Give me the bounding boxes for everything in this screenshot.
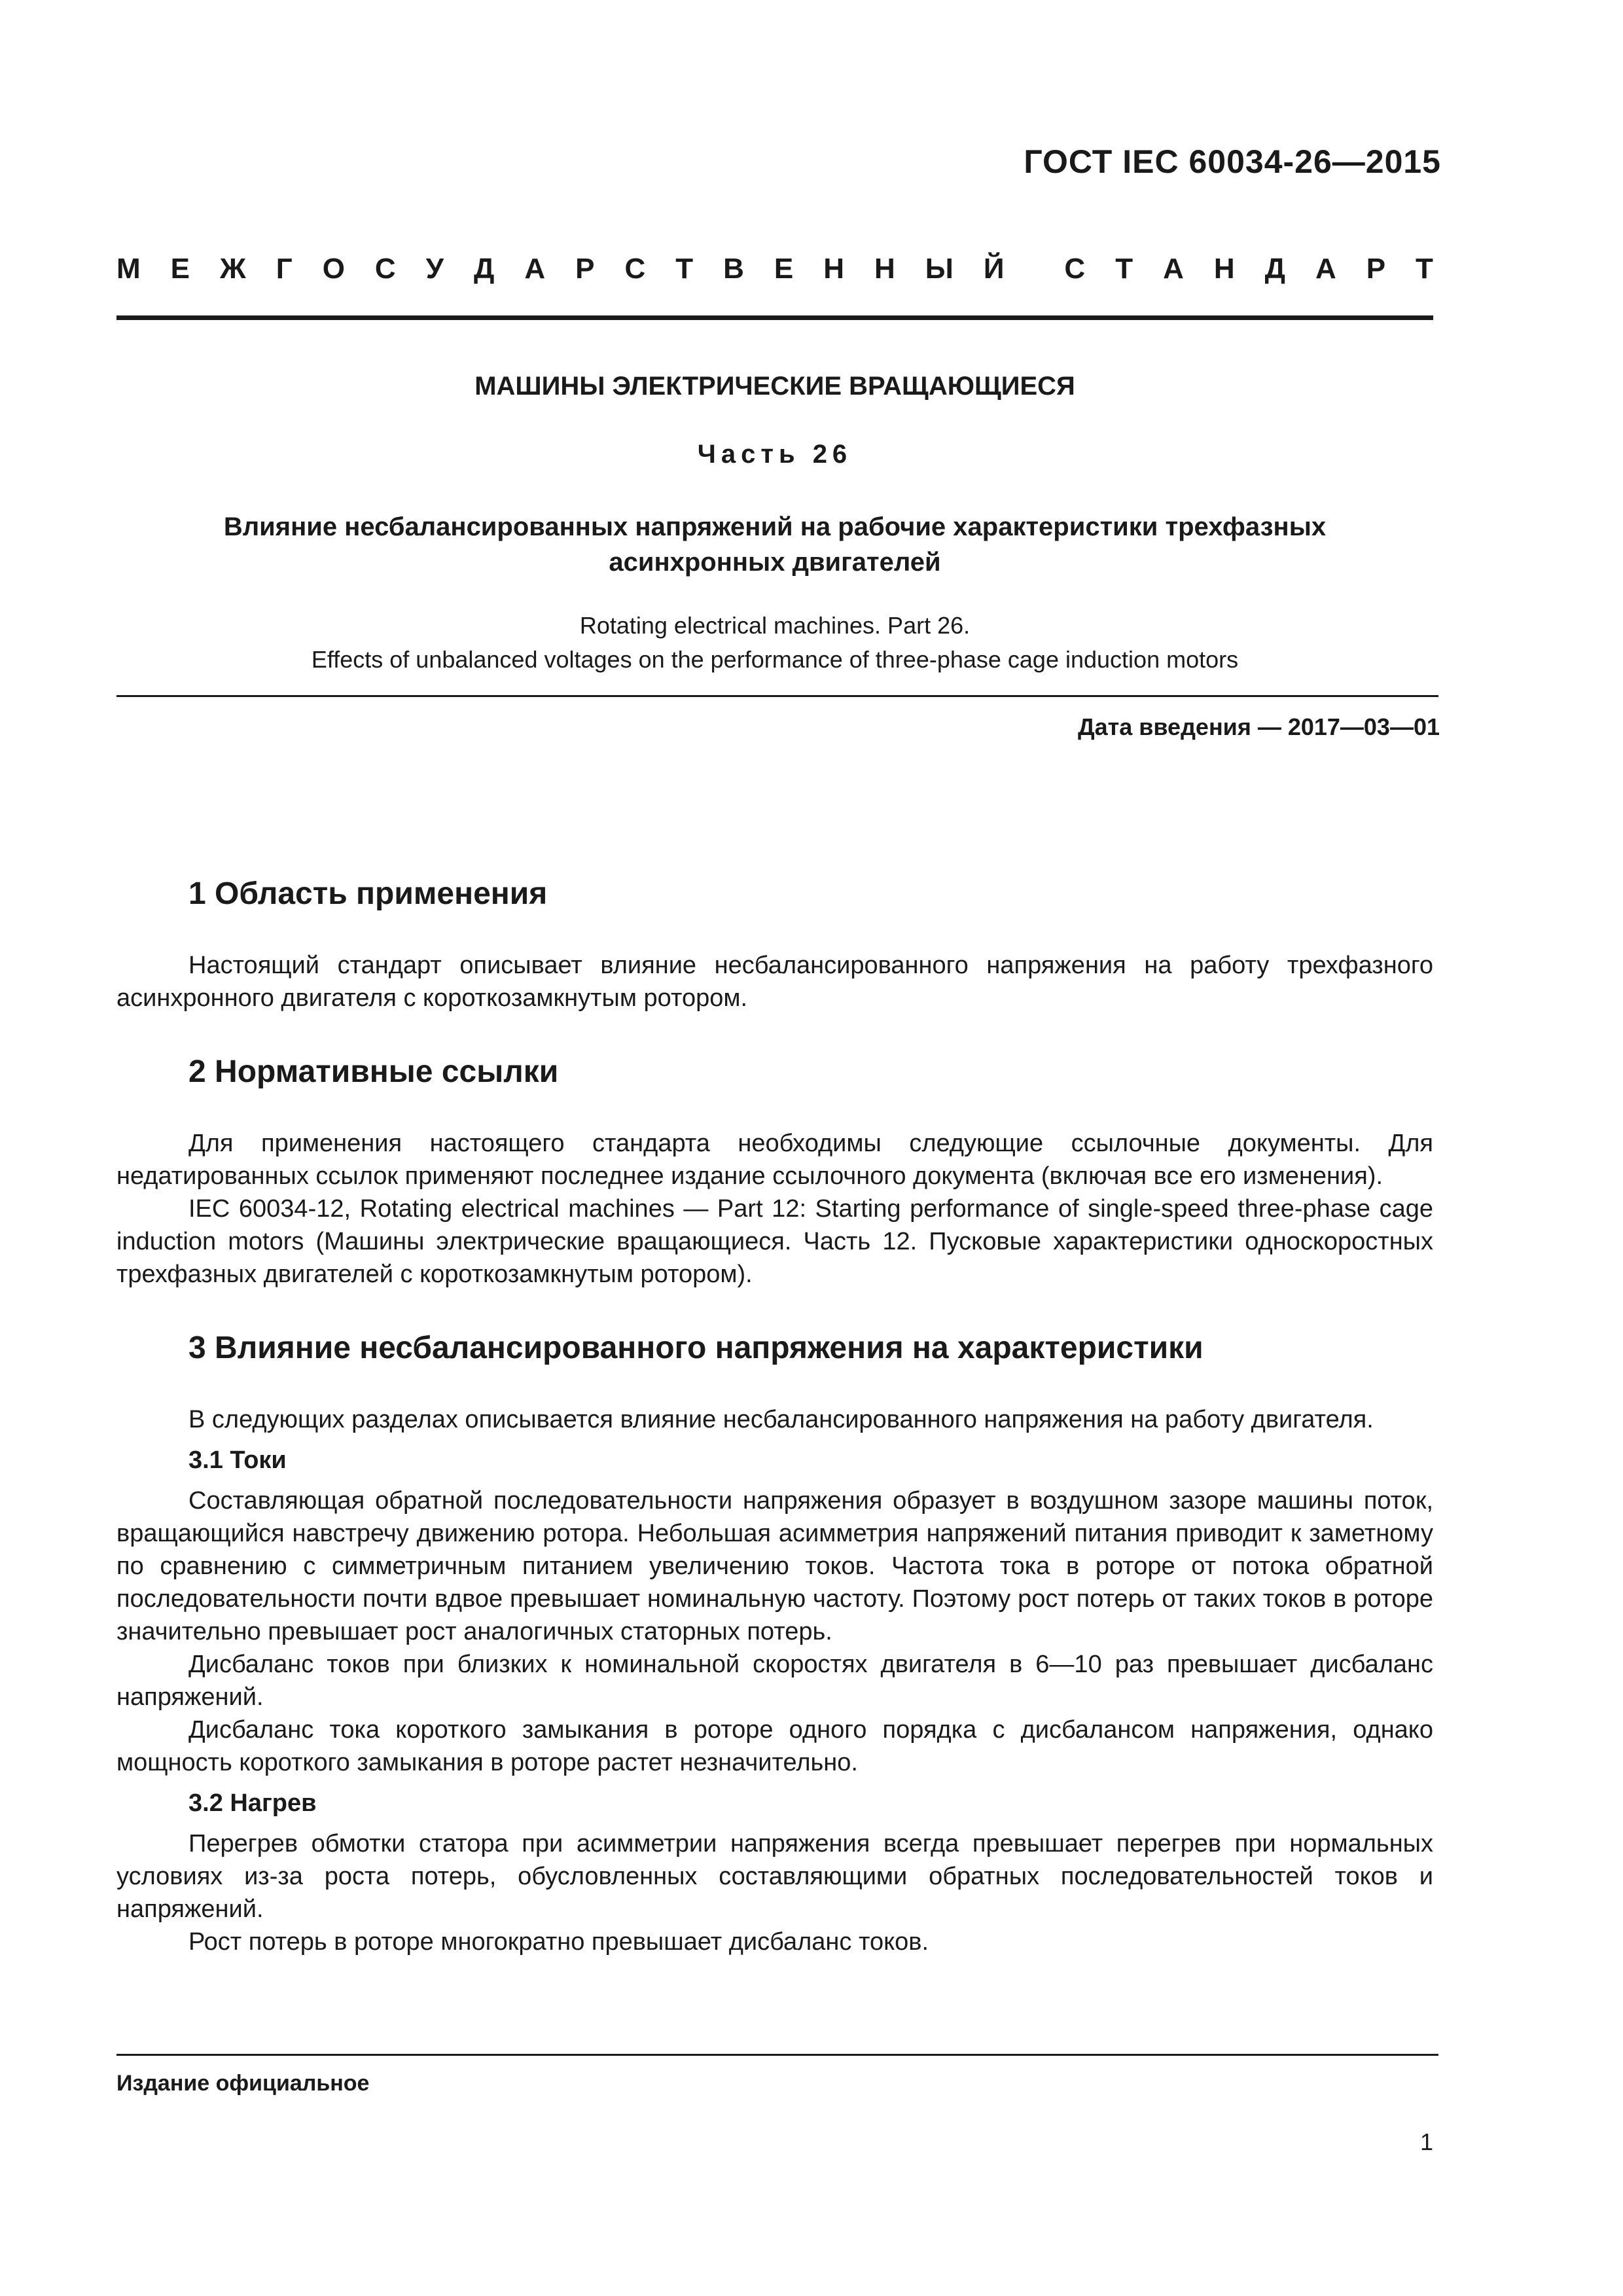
heading-letter: Д (474, 253, 495, 285)
heading-letter: Ы (925, 253, 954, 285)
heading-letter: М (116, 253, 141, 285)
official-edition-label: Издание официальное (116, 2071, 370, 2096)
heading-letter: С (624, 253, 646, 285)
heading-letter: Р (575, 253, 595, 285)
paragraph: В следующих разделах описывается влияние несбалансированного напряжения на работу двигателя. (188, 1406, 1374, 1433)
heading-letter: Н (823, 253, 845, 285)
standard-designation: ГОСТ IEC 60034-26—2015 (1024, 143, 1441, 180)
paragraph: Рост потерь в роторе многократно превышает дисбаланс токов. (188, 1928, 929, 1956)
section-heading: 2 Нормативные ссылки (188, 1054, 559, 1089)
heading-letter: У (425, 253, 444, 285)
heading-letter: С (374, 253, 396, 285)
heading-letter: Н (874, 253, 895, 285)
heading-letter: А (1163, 253, 1184, 285)
paragraph: Перегрев обмотки статора при асимметрии напряжения всегда превышает перегрев при нормальных условиях из-за роста потерь, обусловленных составляющими обратных последовательностей токов и напряжений. (116, 1830, 1433, 1923)
document-title: МАШИНЫ ЭЛЕКТРИЧЕСКИЕ ВРАЩАЮЩИЕСЯ (474, 372, 1075, 401)
standard-type-heading (116, 253, 1433, 285)
page-number: 1 (1419, 2128, 1433, 2155)
english-title-line: Effects of unbalanced voltages on the performance of three-phase cage induction motors (311, 646, 1239, 673)
paragraph: Дисбаланс токов при близких к номинальной скоростях двигателя в 6—10 раз превышает дисбаланс напряжений. (116, 1651, 1433, 1711)
heading-letter: Т (1115, 253, 1133, 285)
heading-letter: Т (1416, 253, 1433, 285)
heading-letter: Т (675, 253, 694, 285)
header-divider (116, 315, 1433, 320)
heading-letter: Ж (219, 253, 246, 285)
heading-letter: О (322, 253, 345, 285)
paragraph: IEC 60034-12, Rotating electrical machines — Part 12: Starting performance of single-speed three-phase cage induction motors (Машины электрические вращающиеся. Часть 12. Пусковые характеристики односкоростных трехфазных двигателей с короткозамкнутым ротором). (116, 1195, 1433, 1288)
subsection-heading: 3.2 Нагрев (188, 1789, 317, 1817)
heading-letter: А (524, 253, 546, 285)
paragraph: Дисбаланс тока короткого замыкания в роторе одного порядка с дисбалансом напряжения, однако мощность короткого замыкания в роторе растет незначительно. (116, 1716, 1433, 1776)
document-part: Часть 26 (697, 440, 853, 469)
heading-letter: Г (276, 253, 293, 285)
heading-letter: С (1064, 253, 1086, 285)
heading-letter: Е (170, 253, 190, 285)
section-heading: 1 Область применения (188, 876, 548, 911)
english-title (116, 609, 1433, 677)
heading-letter: Н (1213, 253, 1235, 285)
heading-letter: В (723, 253, 744, 285)
footer-divider (116, 2054, 1438, 2056)
heading-letter: Й (983, 253, 1005, 285)
heading-letter: Р (1366, 253, 1386, 285)
heading-letter: А (1315, 253, 1336, 285)
document-body (116, 874, 1433, 1958)
paragraph: Для применения настоящего стандарта необходимы следующие ссылочные документы. Для недатированных ссылок применяют последнее издание ссылочного документа (включая все его изменения). (116, 1130, 1433, 1190)
english-title-line: Rotating electrical machines. Part 26. (579, 612, 971, 639)
document-subtitle (116, 509, 1433, 580)
subtitle-line: Влияние несбалансированных напряжений на рабочие характеристики трехфазных (223, 512, 1327, 541)
title-divider (116, 695, 1438, 697)
subtitle-line: асинхронных двигателей (609, 548, 941, 577)
heading-letter: Е (774, 253, 794, 285)
subsection-heading: 3.1 Токи (188, 1446, 287, 1474)
paragraph: Составляющая обратной последовательности напряжения образует в воздушном зазоре машины поток, вращающийся навстречу движению ротора. Небольшая асимметрия напряжений питания приводит к заметному по сравнению с симметричным питанием увеличению токов. Частота тока в роторе от потока обратной последовательности почти вдвое превышает номинальную частоту. Поэтому рост потерь от таких токов в роторе значительно превышает рост аналогичных статорных потерь. (116, 1487, 1433, 1645)
heading-letter: Д (1264, 253, 1285, 285)
section-heading: 3 Влияние несбалансированного напряжения на характеристики (188, 1331, 1204, 1365)
paragraph: Настоящий стандарт описывает влияние несбалансированного напряжения на работу трехфазного асинхронного двигателя с короткозамкнутым ротором. (116, 952, 1433, 1012)
introduction-date: Дата введения — 2017—03—01 (1077, 713, 1440, 740)
